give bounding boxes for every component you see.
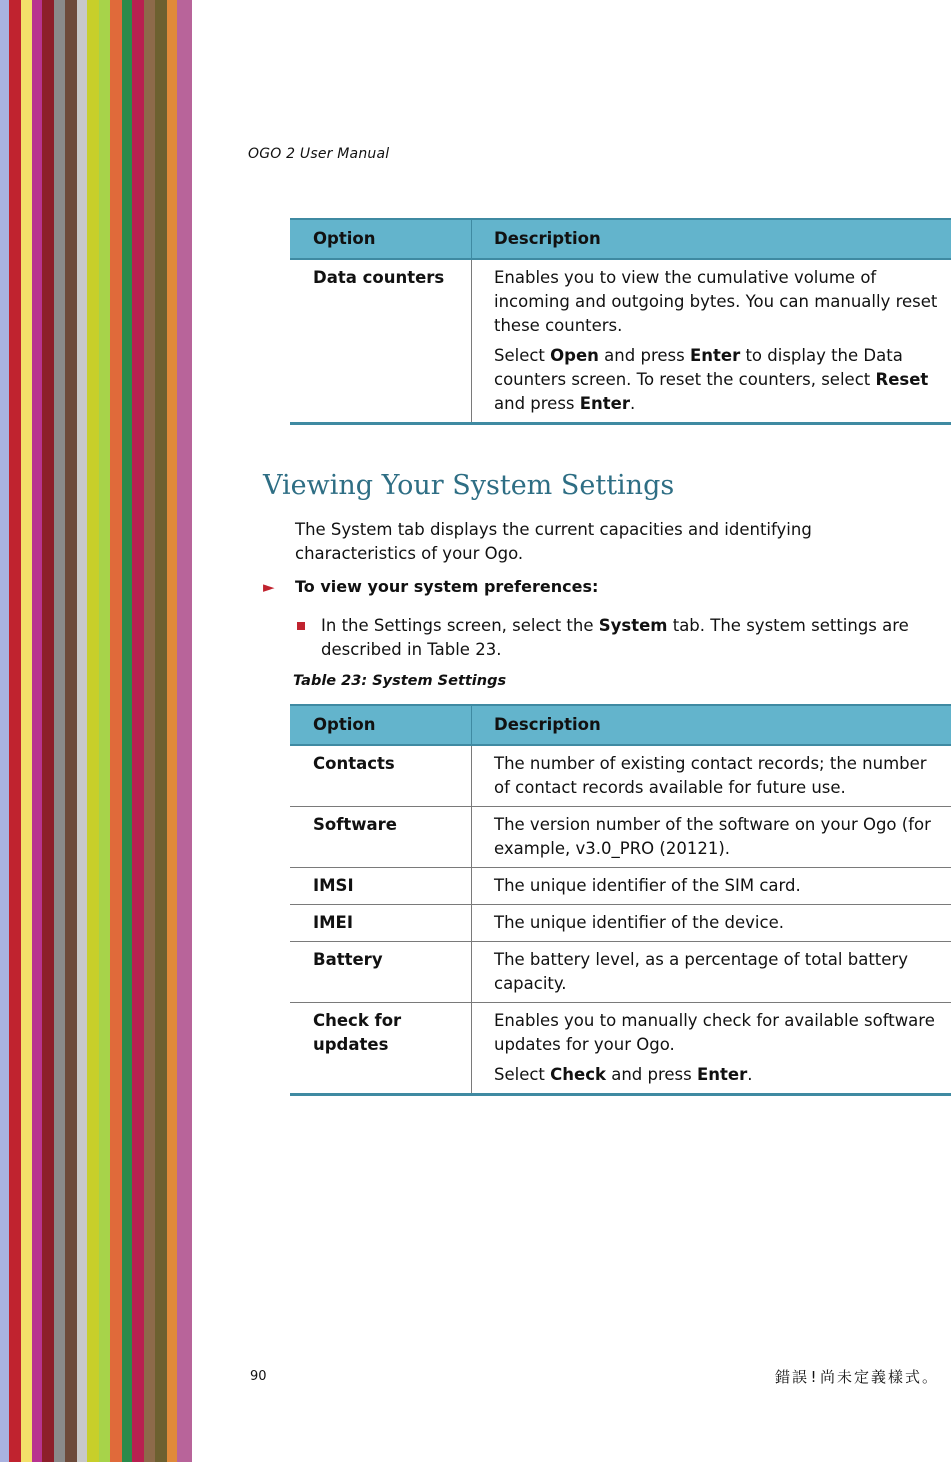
page-number: 90 bbox=[250, 1369, 267, 1384]
stripe bbox=[110, 0, 122, 1462]
description-text: Enables you to view the cumulative volume of incoming and outgoing bytes. You can manually reset these counters. bbox=[494, 268, 938, 335]
stripe bbox=[122, 0, 132, 1462]
stripe bbox=[42, 0, 54, 1462]
procedure-heading bbox=[263, 577, 598, 596]
table-row bbox=[290, 745, 951, 807]
description-cell: The battery level, as a percentage of total battery capacity. bbox=[472, 942, 951, 1003]
stripe bbox=[132, 0, 144, 1462]
stripe bbox=[21, 0, 32, 1462]
stripe bbox=[32, 0, 42, 1462]
intro-paragraph: The System tab displays the current capacities and identifying characteristics of your Ogo. bbox=[295, 520, 812, 563]
option-cell: Check for updates bbox=[290, 1003, 472, 1095]
stripe bbox=[54, 0, 65, 1462]
stripe bbox=[87, 0, 99, 1462]
stripe bbox=[65, 0, 77, 1462]
description-cell: The version number of the software on your Ogo (for example, v3.0_PRO (20121). bbox=[472, 807, 951, 868]
decorative-stripes bbox=[0, 0, 200, 1462]
column-header-description: Description bbox=[472, 705, 951, 745]
description-instruction: Select Open and press Enter to display the Data counters screen. To reset the counters, select Reset and press Enter. bbox=[494, 346, 929, 413]
stripe bbox=[155, 0, 167, 1462]
stripe bbox=[177, 0, 192, 1462]
column-header-description: Description bbox=[472, 219, 951, 259]
option-cell: IMSI bbox=[290, 868, 472, 905]
description-cell: The unique identifier of the SIM card. bbox=[472, 868, 951, 905]
procedure-text: To view your system preferences: bbox=[295, 577, 599, 596]
system-settings-table bbox=[290, 704, 951, 1096]
data-counters-table bbox=[290, 218, 951, 425]
description-cell: The number of existing contact records; the number of contact records available for future use. bbox=[472, 745, 951, 807]
option-cell: IMEI bbox=[290, 905, 472, 942]
table-row bbox=[290, 807, 951, 868]
description-instruction: Select Check and press Enter. bbox=[494, 1065, 753, 1084]
table-row bbox=[290, 868, 951, 905]
column-header-option: Option bbox=[290, 219, 472, 259]
option-cell: Contacts bbox=[290, 745, 472, 807]
stripe bbox=[77, 0, 87, 1462]
running-header: OGO 2 User Manual bbox=[248, 146, 390, 162]
footer-error-text: 錯誤!尚未定義樣式。 bbox=[774, 1368, 939, 1386]
option-cell: Battery bbox=[290, 942, 472, 1003]
description-cell bbox=[472, 1003, 951, 1095]
description-cell: The unique identifier of the device. bbox=[472, 905, 951, 942]
step-text: In the Settings screen, select the System tab. The system settings are described in Table 23. bbox=[321, 616, 909, 659]
table-row bbox=[290, 905, 951, 942]
stripe bbox=[9, 0, 21, 1462]
table-row bbox=[290, 1003, 951, 1095]
procedure-step bbox=[295, 614, 915, 662]
stripe bbox=[167, 0, 177, 1462]
stripe bbox=[99, 0, 110, 1462]
column-header-option: Option bbox=[290, 705, 472, 745]
option-cell: Data counters bbox=[290, 259, 472, 424]
description-cell bbox=[472, 259, 951, 424]
section-title: Viewing Your System Settings bbox=[263, 470, 675, 501]
arrow-right-icon: ► bbox=[263, 577, 275, 596]
stripe bbox=[0, 0, 9, 1462]
description-text: Enables you to manually check for available software updates for your Ogo. bbox=[494, 1011, 935, 1054]
table-caption: Table 23: System Settings bbox=[293, 673, 507, 689]
option-cell: Software bbox=[290, 807, 472, 868]
square-bullet-icon bbox=[297, 622, 305, 630]
table-row bbox=[290, 259, 951, 424]
stripe bbox=[144, 0, 155, 1462]
table-row bbox=[290, 942, 951, 1003]
